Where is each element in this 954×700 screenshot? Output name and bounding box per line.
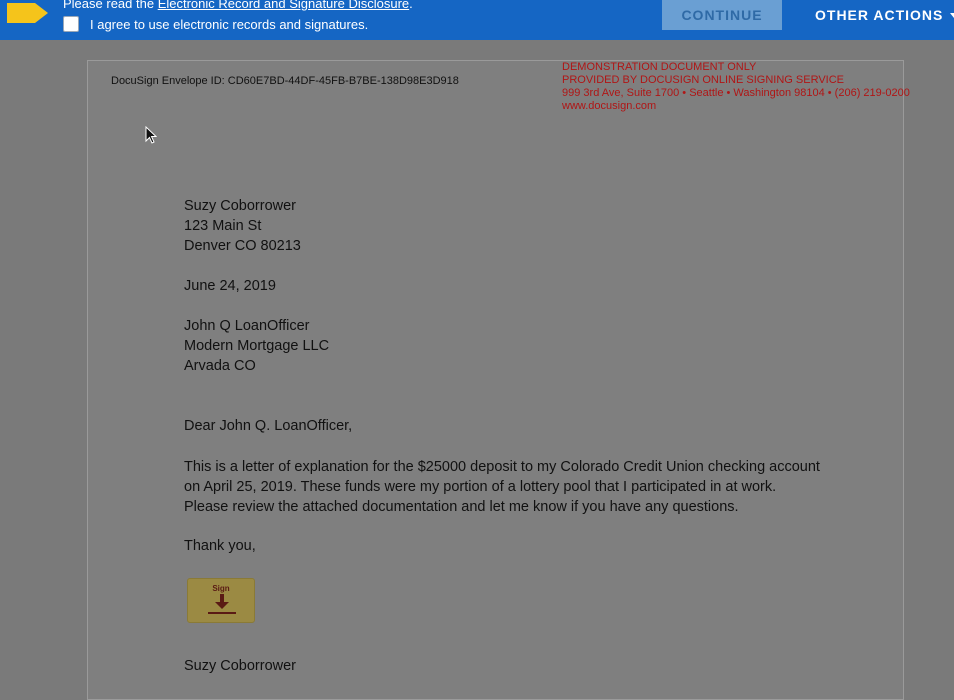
demo-line: 999 3rd Ave, Suite 1700 • Seattle • Washington 98104 • (206) 219-0200 [562,87,910,99]
demo-watermark [562,61,910,113]
recipient-city: Arvada CO [184,358,256,374]
letter-body: This is a letter of explanation for the $25000 deposit to my Colorado Credit Union checking account on April 25, 2019. These funds were my portion of a lottery pool that I participated in at work. Please review the attached documentation and let me know if you have any questions. [184,459,820,515]
continue-button[interactable]: CONTINUE [662,0,782,30]
disclosure-prefix: Please read the [63,0,158,11]
agree-row[interactable] [63,14,368,34]
sign-here-tag[interactable] [187,578,255,623]
mouse-pointer-icon [145,126,157,144]
demo-line: www.docusign.com [562,100,657,112]
download-arrow-icon[interactable] [208,594,236,616]
other-actions-label[interactable]: OTHER ACTIONS [815,7,944,23]
flag-icon [7,3,35,23]
closing: Thank you, [184,538,256,554]
action-bar [0,0,954,40]
sign-tag-label[interactable]: Sign [212,584,230,593]
envelope-id: DocuSign Envelope ID: CD60E7BD-44DF-45FB-B7BE-138D98E3D918 [111,75,459,87]
demo-line: PROVIDED BY DOCUSIGN ONLINE SIGNING SERVICE [562,74,844,86]
letter-date: June 24, 2019 [184,278,276,294]
other-actions-menu[interactable] [815,0,954,30]
sender-city: Denver CO 80213 [184,238,301,254]
disclosure-link[interactable]: Electronic Record and Signature Disclosure [157,0,410,11]
agree-label[interactable]: I agree to use electronic records and signatures. [90,16,369,32]
signature-name: Suzy Coborrower [184,658,297,674]
recipient-name: John Q LoanOfficer [184,318,310,334]
disclosure-suffix: . [409,0,413,11]
document-page [87,60,910,700]
caret-down-icon[interactable] [950,13,954,18]
agree-checkbox[interactable] [63,16,79,32]
sender-street: 123 Main St [184,218,262,234]
recipient-company: Modern Mortgage LLC [184,338,330,354]
salutation: Dear John Q. LoanOfficer, [184,418,353,434]
disclosure-notice [63,0,413,11]
demo-line: DEMONSTRATION DOCUMENT ONLY [562,61,757,73]
sender-name: Suzy Coborrower [184,198,297,214]
